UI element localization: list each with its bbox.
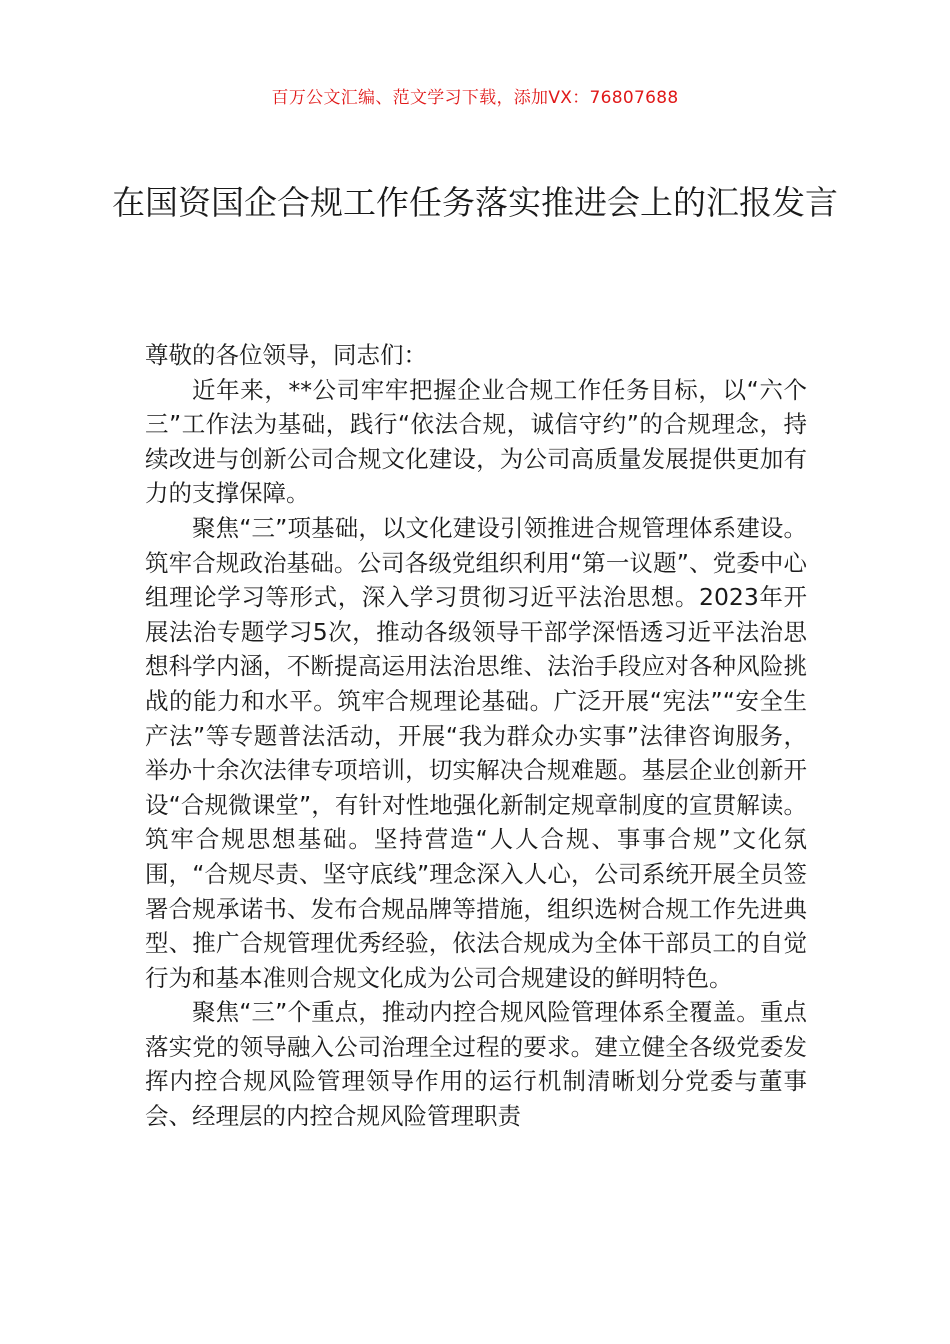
salutation: 尊敬的各位领导，同志们： xyxy=(145,341,427,369)
paragraph-3: 聚焦“三”个重点，推动内控合规风险管理体系全覆盖。重点落实党的领导融入公司治理全过程的要求。建立健全各级党委发挥内控合规风险管理领导作用的运行机制清晰划分党委与董事会、经理层的内控合规风险管理职责 xyxy=(145,998,807,1131)
paragraph-2: 聚焦“三”项基础，以文化建设引领推进合规管理体系建设。筑牢合规政治基础。公司各级党组织利用“第一议题”、党委中心组理论学习等形式，深入学习贯彻习近平法治思想。2023年开展法治专题学习5次，推动各级领导干部学深悟透习近平法治思想科学内涵，不断提高运用法治思维、法治手段应对各种风险挑战的能力和水平。筑牢合规理论基础。广泛开展“宪法”“安全生产法”等专题普法活动，开展“我为群众办实事”法律咨询服务，举办十余次法律专项培训，切实解决合规难题。基层企业创新开设“合规微课堂”，有针对性地强化新制定规章制度的宣贯解读。筑牢合规思想基础。坚持营造“人人合规、事事合规”文化氛围，“合规尽责、坚守底线”理念深入人心，公司系统开展全员签署合规承诺书、发布合规品牌等措施，组织选树合规工作先进典型、推广合规管理优秀经验，依法合规成为全体干部员工的自觉行为和基本准则合规文化成为公司合规建设的鲜明特色。 xyxy=(145,513,807,992)
paragraph-1: 近年来，**公司牢牢把握企业合规工作任务目标，以“六个三”工作法为基础，践行“依法合规，诚信守约”的合规理念，持续改进与创新公司合规文化建设，为公司高质量发展提供更加有力的支撑保障。 xyxy=(145,375,807,508)
header-note: 百万公文汇编、范文学习下载，添加VX：76807688 xyxy=(271,88,679,108)
document-body xyxy=(145,338,807,1134)
document-title: 在国资国企合规工作任务落实推进会上的汇报发言 xyxy=(112,183,838,222)
